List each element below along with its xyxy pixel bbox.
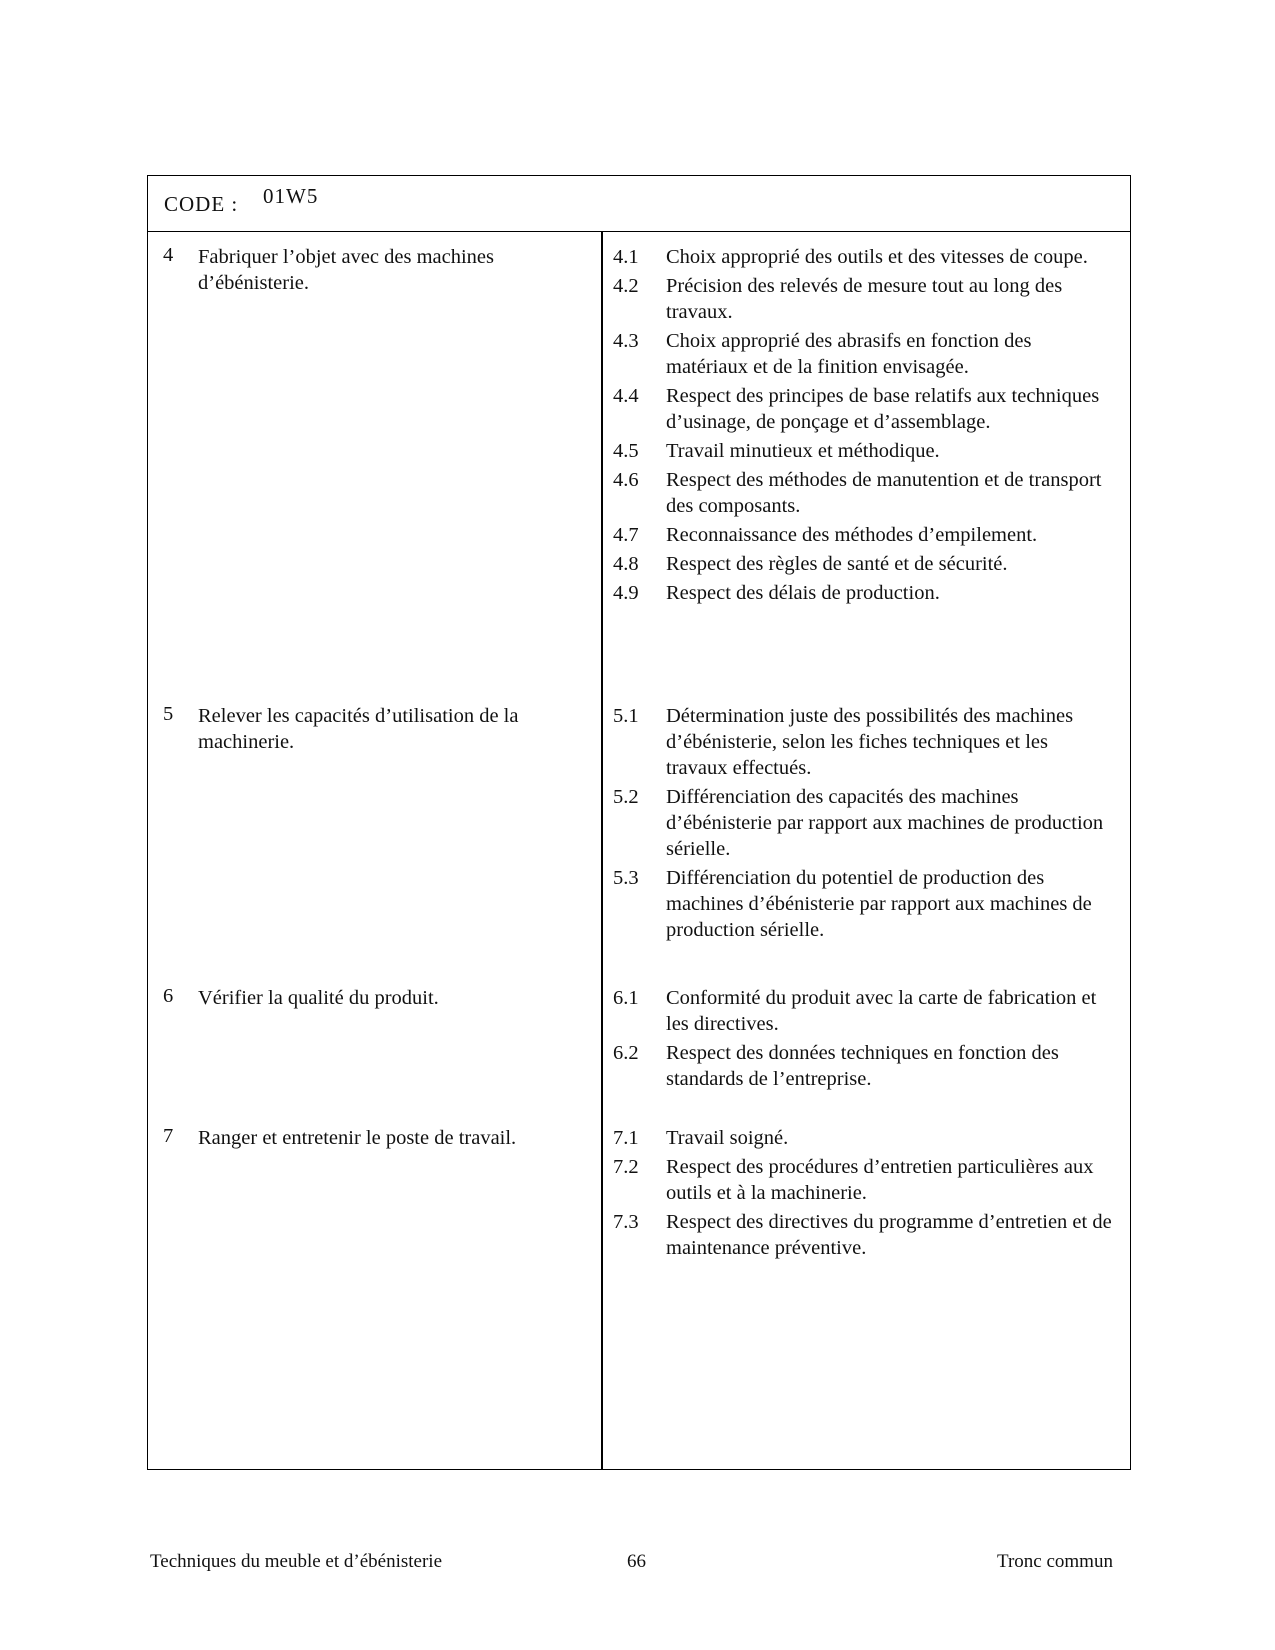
criterion-text: Respect des données techniques en fonction des standards de l’entreprise. [666,1042,1059,1090]
element-text: Ranger et entretenir le poste de travail. [198,1127,517,1149]
criterion-number: 4.5 [613,440,639,462]
criterion-item [613,865,1113,943]
criterion-item [613,551,1113,577]
criterion-text: Détermination juste des possibilités des machines d’ébénisterie, selon les fiches techniques et les travaux effectués. [666,705,1074,779]
criterion-item [613,273,1113,325]
criterion-number: 7.1 [613,1127,639,1149]
criterion-item [613,703,1113,781]
element-number: 4 [163,244,174,266]
criterion-number: 7.2 [613,1156,639,1178]
element-number: 6 [163,985,174,1007]
element-text: Fabriquer l’objet avec des machines d’ébénisterie. [198,246,494,294]
criteria-list [613,1125,1113,1264]
criterion-text: Respect des principes de base relatifs aux techniques d’usinage, de ponçage et d’assemblage. [666,385,1100,433]
criteria-list [613,985,1113,1095]
criterion-text: Respect des procédures d’entretien particulières aux outils et à la machinerie. [666,1156,1094,1204]
criterion-text: Travail minutieux et méthodique. [666,440,940,462]
criterion-number: 4.9 [613,582,639,604]
criterion-text: Respect des délais de production. [666,582,940,604]
column-divider [601,231,603,1469]
competency-table [147,175,1131,1470]
criterion-text: Différenciation des capacités des machines d’ébénisterie par rapport aux machines de production sérielle. [666,786,1104,860]
criterion-item [613,1209,1113,1261]
criterion-item [613,328,1113,380]
criterion-item [613,580,1113,606]
criterion-number: 5.1 [613,705,639,727]
code-value: 01W5 [263,184,319,208]
criterion-item [613,784,1113,862]
criterion-number: 4.4 [613,385,639,407]
element-number: 5 [163,703,174,725]
criterion-text: Précision des relevés de mesure tout au long des travaux. [666,275,1063,323]
criterion-text: Reconnaissance des méthodes d’empilement. [666,524,1038,546]
criterion-number: 7.3 [613,1211,639,1233]
criterion-number: 5.3 [613,867,639,889]
criterion-item [613,244,1113,270]
criterion-item [613,1154,1113,1206]
element-text: Relever les capacités d’utilisation de la machinerie. [198,705,519,753]
criterion-item [613,438,1113,464]
criterion-item [613,985,1113,1037]
footer-section: Tronc commun [997,1551,1113,1572]
footer-title: Techniques du meuble et d’ébénisterie [150,1551,443,1572]
criteria-list [613,703,1113,946]
criteria-list [613,244,1113,609]
criterion-number: 6.2 [613,1042,639,1064]
criterion-number: 4.1 [613,246,639,268]
element-number: 7 [163,1125,174,1147]
criterion-number: 4.8 [613,553,639,575]
criterion-text: Choix approprié des outils et des vitesses de coupe. [666,246,1088,268]
criterion-text: Travail soigné. [666,1127,789,1149]
criterion-text: Différenciation du potentiel de production des machines d’ébénisterie par rapport aux machines de production sérielle. [666,867,1092,941]
criterion-number: 6.1 [613,987,639,1009]
criterion-item [613,1040,1113,1092]
criterion-text: Conformité du produit avec la carte de fabrication et les directives. [666,987,1097,1035]
criterion-number: 4.2 [613,275,639,297]
criterion-text: Respect des règles de santé et de sécurité. [666,553,1008,575]
code-label: CODE : [164,192,239,216]
code-header [148,176,1130,232]
element-text: Vérifier la qualité du produit. [198,987,439,1009]
criterion-item [613,467,1113,519]
criterion-item [613,522,1113,548]
criterion-number: 4.7 [613,524,639,546]
criterion-number: 4.6 [613,469,639,491]
criterion-text: Respect des directives du programme d’entretien et de maintenance préventive. [666,1211,1112,1259]
criterion-text: Respect des méthodes de manutention et de transport des composants. [666,469,1102,517]
criterion-text: Choix approprié des abrasifs en fonction des matériaux et de la finition envisagée. [666,330,1032,378]
criterion-item [613,1125,1113,1151]
criterion-number: 5.2 [613,786,639,808]
criterion-number: 4.3 [613,330,639,352]
criterion-item [613,383,1113,435]
footer-page-number: 66 [627,1551,646,1572]
